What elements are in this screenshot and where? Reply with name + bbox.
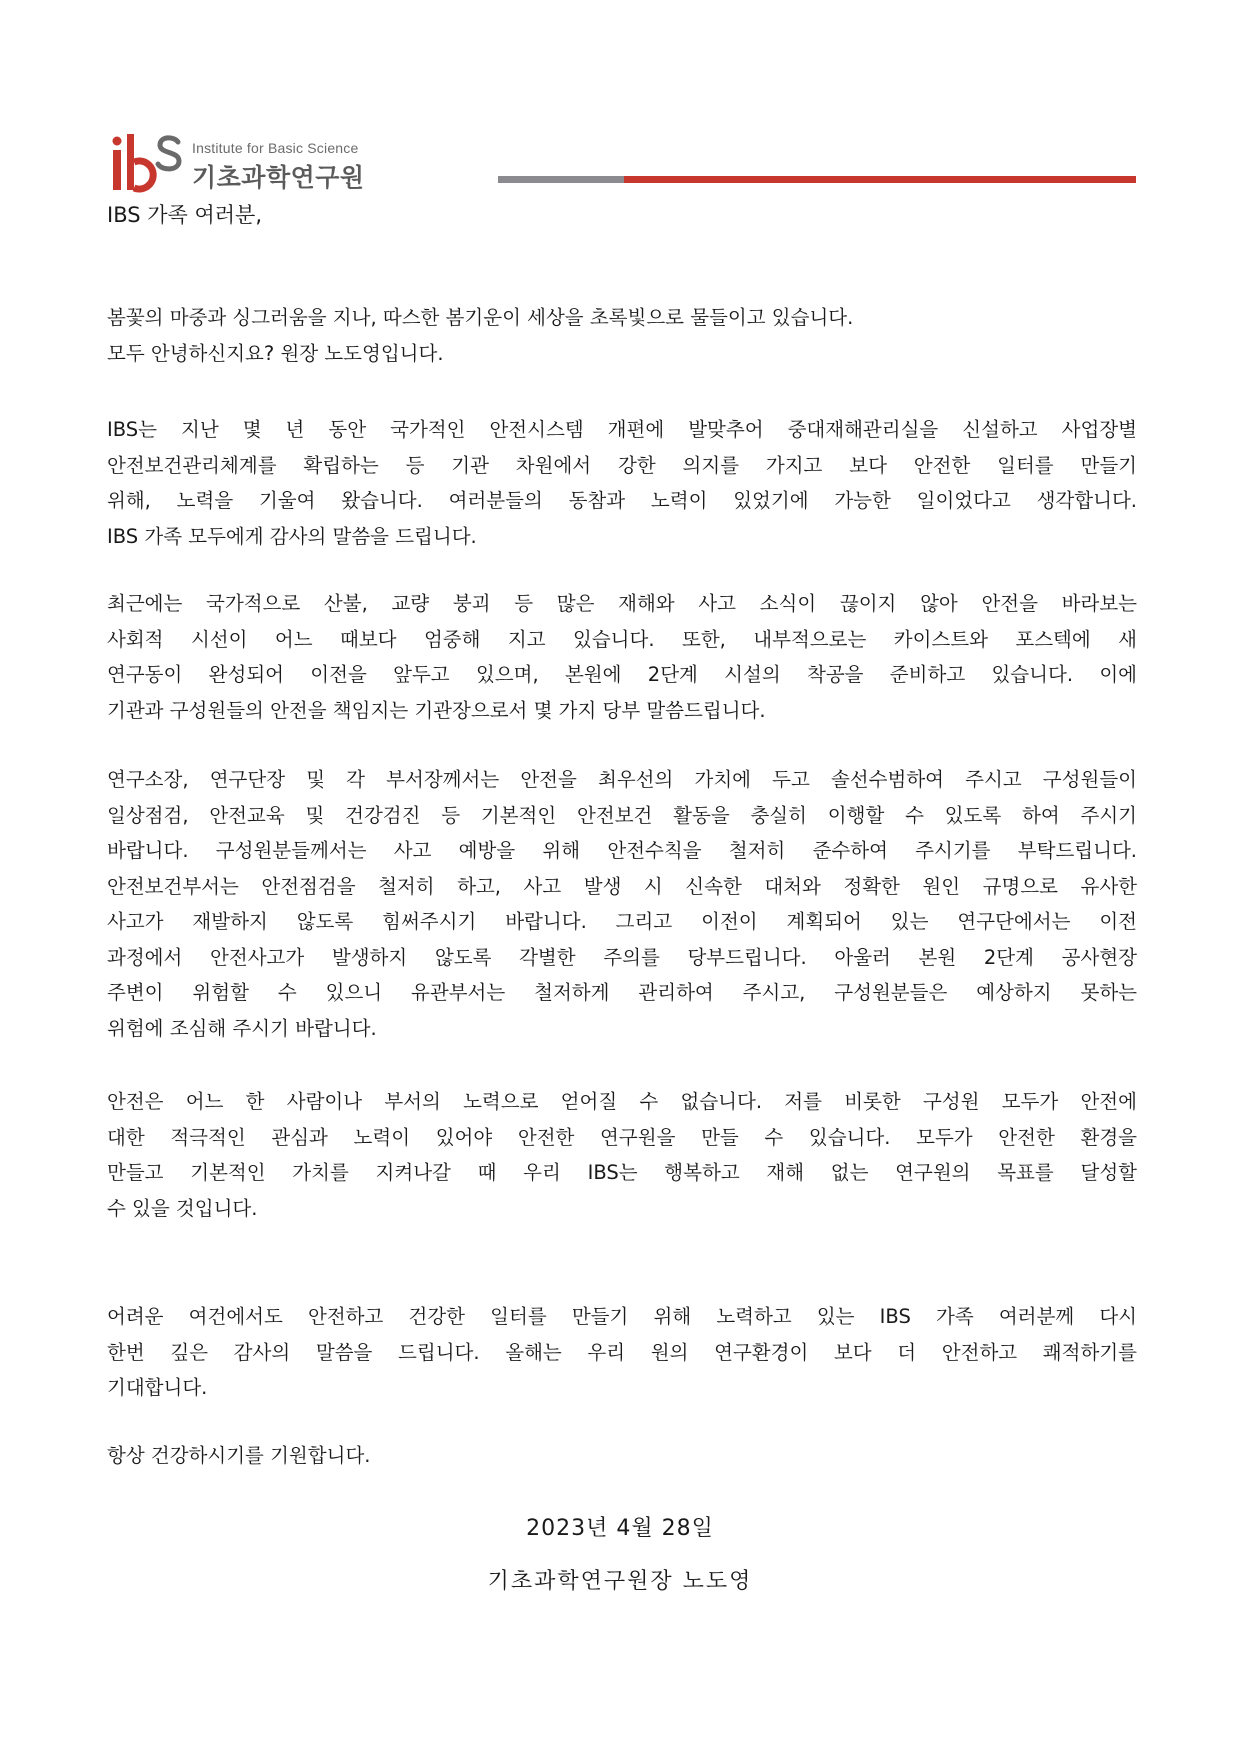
paragraph-line: 항상 건강하시기를 기원합니다.	[107, 1444, 371, 1467]
paragraph-line: 어려운 여건에서도 안전하고 건강한 일터를 만들기 위해 노력하고 있는 IBS 가족 여러분께 다시	[107, 1305, 1137, 1328]
letter-signature: 기초과학연구원장 노도영	[487, 1569, 753, 1594]
paragraph-line: 한번 깊은 감사의 말씀을 드립니다. 올해는 우리 원의 연구환경이 보다 더 안전하고 쾌적하기를	[107, 1340, 1137, 1364]
paragraph-line: 수 있을 것입니다.	[107, 1196, 258, 1220]
paragraph-line: 일상점검, 안전교육 및 건강검진 등 기본적인 안전보건 활동을 충실히 이행할 수 있도록 하여 주시기	[107, 803, 1137, 827]
paragraph-line: 만들고 기본적인 가치를 지켜나갈 때 우리 IBS는 행복하고 재해 없는 연구원의 목표를 달성할	[107, 1161, 1137, 1184]
paragraph-line: IBS는 지난 몇 년 동안 국가적인 안전시스템 개편에 발맞추어 중대재해관리실을 신설하고 사업장별	[107, 418, 1137, 441]
paragraph-line: 모두 안녕하신지요? 원장 노도영입니다.	[107, 341, 444, 365]
paragraph-line: 안전보건관리체계를 확립하는 등 기관 차원에서 강한 의지를 가지고 보다 안전한 일터를 만들기	[107, 453, 1137, 477]
institute-name-en: Institute for Basic Science	[192, 140, 359, 156]
paragraph-line: 안전보건부서는 안전점검을 철저히 하고, 사고 발생 시 신속한 대처와 정확한 원인 규명으로 유사한	[107, 874, 1137, 898]
paragraph-requests	[107, 762, 1137, 1046]
institute-name-ko: 기초과학연구원	[192, 163, 365, 192]
paragraph-line: 안전은 어느 한 사람이나 부서의 노력으로 얻어질 수 없습니다. 저를 비롯한 구성원 모두가 안전에	[107, 1090, 1137, 1113]
paragraph-thanks	[107, 412, 1137, 554]
paragraph-line: IBS 가족 모두에게 감사의 말씀을 드립니다.	[107, 524, 477, 548]
paragraph-line: 위해, 노력을 기울여 왔습니다. 여러분들의 동참과 노력이 있었기에 가능한 일이었다고 생각합니다.	[107, 489, 1137, 512]
paragraph-line: 위험에 조심해 주시기 바랍니다.	[107, 1016, 377, 1040]
paragraph-line: 과정에서 안전사고가 발생하지 않도록 각별한 주의를 당부드립니다. 아울러 본원 2단계 공사현장	[107, 945, 1137, 969]
paragraph-greeting	[107, 300, 1137, 371]
paragraph-line: 연구동이 완성되어 이전을 앞두고 있으며, 본원에 2단계 시설의 착공을 준비하고 있습니다. 이에	[107, 663, 1137, 686]
paragraph-line: 봄꽃의 마중과 싱그러움을 지나, 따스한 봄기운이 세상을 초록빛으로 물들이고 있습니다.	[107, 306, 854, 329]
paragraph-context	[107, 586, 1137, 728]
header-divider-red	[624, 176, 1136, 183]
paragraph-line: 기대합니다.	[107, 1376, 208, 1399]
paragraph-line: 대한 적극적인 관심과 노력이 있어야 안전한 연구원을 만들 수 있습니다. 모두가 안전한 환경을	[107, 1125, 1137, 1149]
paragraph-line: 연구소장, 연구단장 및 각 부서장께서는 안전을 최우선의 가치에 두고 솔선수범하여 주시고 구성원들이	[107, 768, 1137, 791]
header-divider-gray	[498, 176, 624, 183]
paragraph-wishes	[107, 1438, 1137, 1474]
letter-date: 2023년 4월 28일	[526, 1516, 714, 1541]
paragraph-line: 바랍니다. 구성원분들께서는 사고 예방을 위해 안전수칙을 철저히 준수하여 주시기를 부탁드립니다.	[107, 839, 1137, 862]
paragraph-safety	[107, 1084, 1137, 1226]
paragraph-line: 주변이 위험할 수 있으니 유관부서는 철저하게 관리하여 주시고, 구성원분들은 예상하지 못하는	[107, 981, 1137, 1004]
paragraph-line: 기관과 구성원들의 안전을 책임지는 기관장으로서 몇 가지 당부 말씀드립니다.	[107, 698, 766, 722]
salutation: IBS 가족 여러분,	[107, 203, 263, 227]
paragraph-line: 사회적 시선이 어느 때보다 엄중해 지고 있습니다. 또한, 내부적으로는 카이스트와 포스텍에 새	[107, 627, 1137, 651]
paragraph-line: 최근에는 국가적으로 산불, 교량 붕괴 등 많은 재해와 사고 소식이 끊이지 않아 안전을 바라보는	[107, 592, 1137, 615]
paragraph-closing	[107, 1299, 1137, 1406]
ibs-logo-mark-icon	[108, 132, 188, 194]
header-divider	[498, 176, 1136, 183]
ibs-logo	[108, 132, 368, 194]
paragraph-line: 사고가 재발하지 않도록 힘써주시기 바랍니다. 그리고 이전이 계획되어 있는 연구단에서는 이전	[107, 910, 1137, 933]
